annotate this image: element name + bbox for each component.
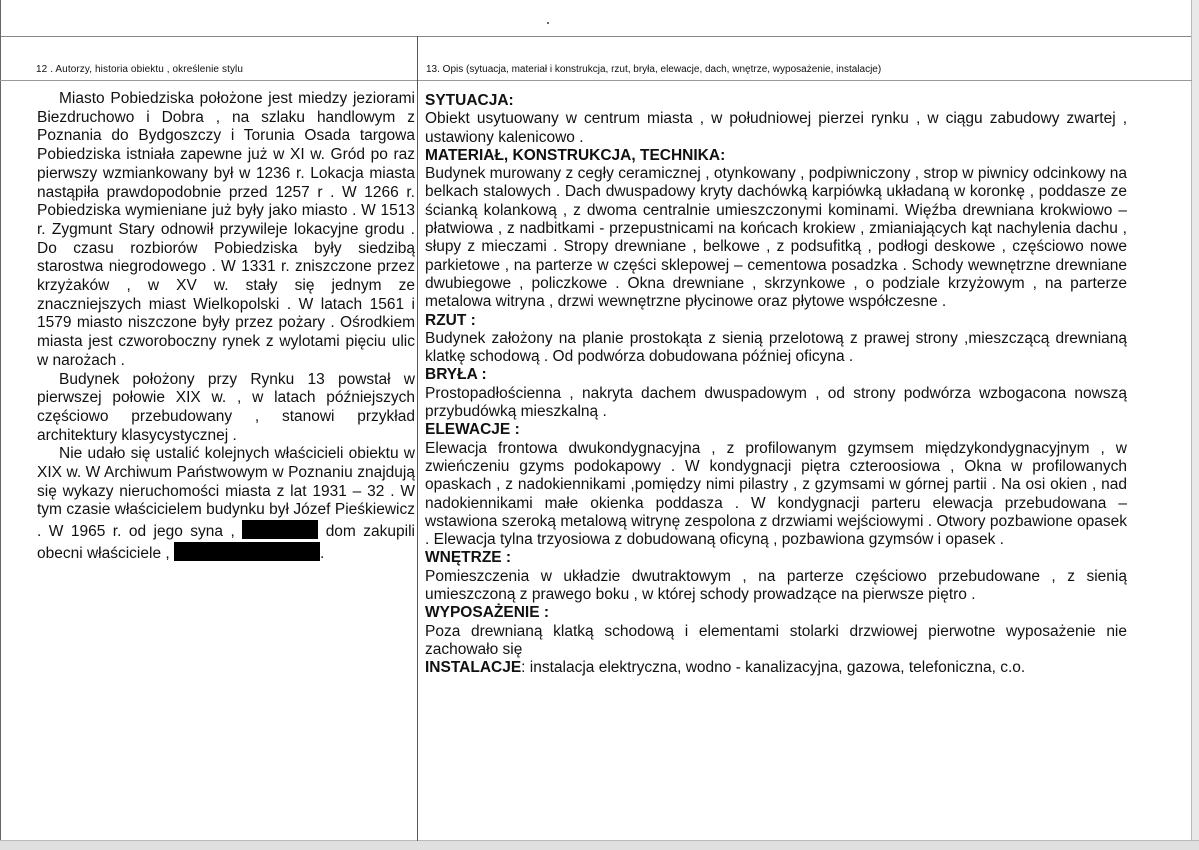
- sytuacja-heading: SYTUACJA:: [425, 92, 514, 109]
- instalacje-text: : instalacja elektryczna, wodno - kanalizacyjna, gazowa, telefoniczna, c.o.: [521, 659, 1026, 677]
- description-column: [425, 92, 1127, 678]
- history-paragraph-owners: [37, 445, 415, 563]
- owners-text-b: dom zakupili obecni właściciele ,: [37, 523, 415, 562]
- left-edge: [0, 0, 1, 850]
- owners-text-a: Nie udało się ustalić kolejnych właścicieli obiektu w XIX w. W Archiwum Państwowym w Poznaniu znajdują się wykazy nieruchomości miasta z lat 1931 – 32 . W tym czasie właścicielem budynku był Józef Pieśkiewicz . W 1965 r. od jego syna ,: [37, 445, 415, 541]
- elewacje-heading: ELEWACJE :: [425, 421, 520, 439]
- wyposazenie-text: Poza drewnianą klatką schodową i elementami stolarki drzwiowej pierwotne wyposażenie nie zachowało się: [425, 622, 1127, 658]
- history-paragraph-town: Miasto Pobiedziska położone jest miedzy jeziorami Biezdruchowo i Dobra , na szlaku handlowym z Poznania do Bydgoszczy i Torunia Osada targowa Pobiedziska istniała zapewne już w XI w. Gród po raz pierwszy wzmiankowany był w 1236 r. Lokacja miasta nastąpiła prawdopodobnie przed 1257 r . W 1266 r. Pobiedziska wymieniane już były jako miasto . W 1513 r. Zygmunt Stary odnowił przywileje lokacyjne grodu . Do czasu rozbiorów Pobiedziska były siedzibą starostwa niegrodowego . W 1331 r. zniszczone przez krzyżaków , w XV w. stały się jednym ze znaczniejszych miast Wielkopolski . W latach 1561 i 1579 miasto niszczone były przez pożary . Ośrodkiem miasta jest czworoboczny rynek z wylotami pięciu ulic w narożach .: [37, 90, 415, 369]
- instalacje-line: [425, 659, 1127, 677]
- rzut-heading: RZUT :: [425, 311, 476, 329]
- column-divider: [417, 36, 418, 841]
- header-rule: [0, 80, 1192, 81]
- history-column: [37, 90, 415, 564]
- scan-speck: [547, 22, 549, 24]
- bryla-heading: BRYŁA :: [425, 366, 487, 384]
- owners-text-c: .: [320, 544, 325, 562]
- history-paragraph-building: Budynek położony przy Rynku 13 powstał w pierwszej połowie XIX w. , w latach późniejszych częściowo przebudowany , stanowi przykład architektury klasycystycznej .: [37, 370, 415, 444]
- wnetrze-text: Pomieszczenia w układzie dwutraktowym , na parterze częściowo przebudowane , z sienią umieszczoną z prawego boku , w której schody prowadzące na pierwsze piętro .: [425, 567, 1127, 604]
- section-12-heading: 12 . Autorzy, historia obiektu , określenie stylu: [36, 64, 244, 75]
- instalacje-label: INSTALACJE: [425, 659, 522, 677]
- bryla-text: Prostopadłościenna , nakryta dachem dwuspadowym , od strony podwórza wzbogacona nowszą przybudówką mieszkalną .: [425, 384, 1127, 421]
- redaction-bar: [242, 520, 318, 539]
- top-margin-band: [0, 0, 1199, 37]
- elewacje-text: Elewacja frontowa dwukondygnacyjna , z profilowanym gzymsem międzykondygnacyjnym , w zwieńczeniu gzyms podokapowy . W kondygnacji piętra czteroosiowa , Okna w profilowanych opaskach , z nadokiennikami ,pomiędzy nimi pilastry , z gzymsami w górnej partii . Na osi okien , nad nadokiennikami małe okienka poddasza . W kondygnacji parteru elewacja przebudowana – wstawiona szeroką metalową witrynę zespolona z drzwiami wejściowymi . Otwory pozbawione opasek . Elewacja tylna trzyosiowa z dobudowaną oficyną , pozbawiona gzymsów i opasek .: [425, 439, 1127, 549]
- material-text: Budynek murowany z cegły ceramicznej , otynkowany , podpiwniczony , strop w piwnicy odcinkowy na belkach stalowych . Dach dwuspadowy kryty dachówką karpiówką układaną w koronkę , poddasze ze ścianką kolankową , z dwoma centralnie umieszczonymi kominami. Więźba drewniana krokwiowo – płatwiowa , z nadbitkami - przepustnicami na końcach krokiew , zmianiających kąt nachylenia dachu , słupy z mieczami . Stropy drewniane , belkowe , z podsufitką , podłogi deskowe , częściowo nowe parkietowe , na parterze w części sklepowej – cementowa posadzka . Schody wewnętrzne drewniane dwubiegowe , policzkowe . Okna drewniane , skrzynkowe , o podziale krzyżowym , na parterze metalowa witryna , drzwi wewnętrzne płycinowe oraz płytowe współczesne .: [425, 165, 1127, 311]
- right-scan-edge: [1191, 0, 1199, 850]
- wnetrze-heading: WNĘTRZE :: [425, 549, 512, 567]
- redaction-bar: [174, 542, 320, 561]
- bottom-scan-edge: [0, 840, 1199, 850]
- section-13-heading: 13. Opis (sytuacja, materiał i konstrukcja, rzut, bryła, elewacje, dach, wnętrze, wyposażenie, instalacje): [426, 64, 882, 75]
- wyposazenie-heading: WYPOSAŻENIE :: [425, 604, 550, 622]
- material-heading: MATERIAŁ, KONSTRUKCJA, TECHNIKA:: [425, 146, 726, 164]
- sytuacja-text: Obiekt usytuowany w centrum miasta , w południowej pierzei rynku , w ciągu zabudowy zwartej , ustawiony kalenicowo .: [425, 110, 1127, 146]
- rzut-text: Budynek założony na planie prostokąta z sienią przelotową z prawej strony ,mieszczącą drewnianą klatkę schodową . Od podwórza dobudowana później oficyna .: [425, 329, 1127, 366]
